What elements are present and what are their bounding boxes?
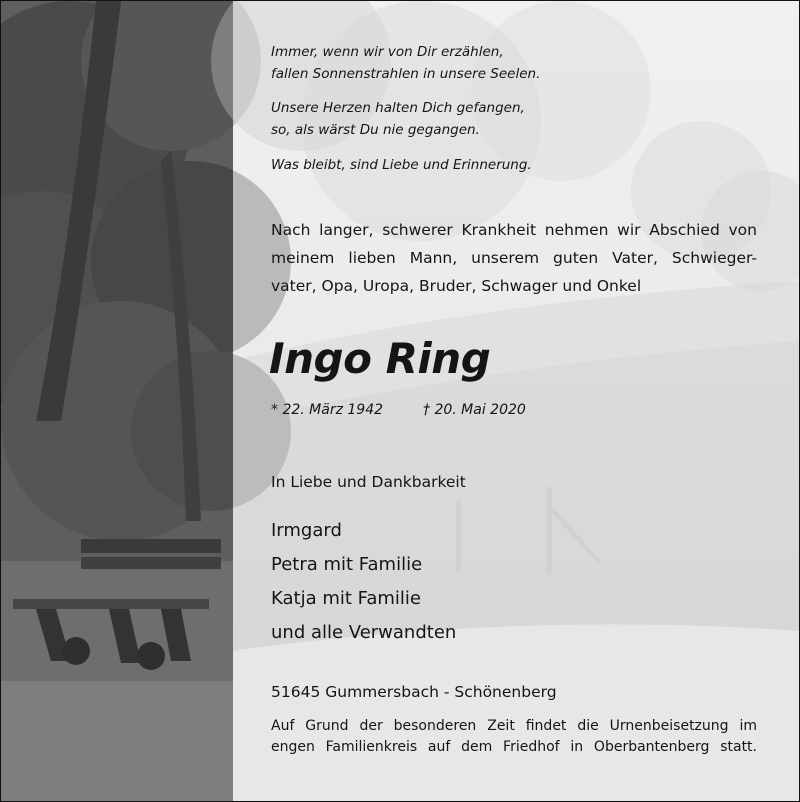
death-date: † 20. Mai 2020 [423, 402, 526, 418]
birth-date: * 22. März 1942 [271, 402, 384, 418]
thanks-line: In Liebe und Dankbarkeit [271, 473, 466, 491]
mourners-list [271, 514, 456, 650]
notice-content [271, 1, 757, 801]
place-line: 51645 Gummersbach - Schönenberg [271, 683, 557, 701]
mourner: Petra mit Familie [271, 554, 423, 575]
deceased-name: Ingo Ring [269, 334, 491, 383]
mourner: Irmgard [271, 520, 342, 541]
intro-text: Nach langer, schwerer Krankheit nehmen wir Abschied von meinem lieben Mann, unserem guten Vater, Schwieger- vater, Opa, Uropa, Bruder, Schwager und Onkel [271, 221, 757, 295]
life-dates [271, 399, 526, 421]
mourner: und alle Verwandten [271, 622, 457, 643]
verse-stanza-1: Immer, wenn wir von Dir erzählen, fallen Sonnenstrahlen in unsere Seelen. [271, 44, 541, 82]
mourner: Katja mit Familie [271, 588, 421, 609]
burial-note: Auf Grund der besonderen Zeit findet die Urnenbeisetzung im engen Familienkreis auf dem Friedhof in Oberbantenberg statt. [271, 718, 757, 755]
verse-stanza-2: Unsere Herzen halten Dich gefangen, so, als wärst Du nie gegangen. [271, 100, 525, 138]
verse-stanza-3: Was bleibt, sind Liebe und Erinnerung. [271, 157, 532, 173]
